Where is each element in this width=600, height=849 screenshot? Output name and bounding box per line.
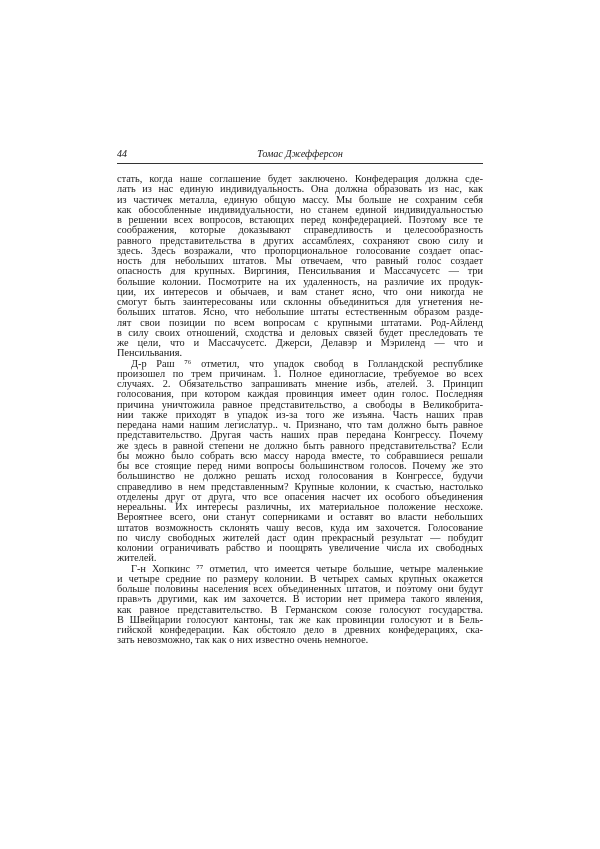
text-line: справедливо в нем представленным? Крупные колонии, к счастью, настолько <box>117 481 483 493</box>
text-line: же цели, что и Массачусетс. Джерси, Делавэр и Мэриленд — что и <box>117 338 483 349</box>
text-line: Д-р Раш ⁷⁶ отметил, что упадок свобод в Голландской республике <box>131 358 483 370</box>
paragraph <box>117 360 483 565</box>
text-line: в решении всех вопросов, встающих перед конфедерацией. Поэтому все те <box>117 215 483 226</box>
header-rule <box>117 163 483 164</box>
paragraph <box>117 565 483 647</box>
text-line: лать из нас единую индивидуальность. Она должна образовать из нас, как <box>117 184 483 196</box>
text-line: произошел по трем причинам. 1. Полное единогласие, требуемое во всех <box>117 368 483 380</box>
text-line: бы можно было собрать всю массу народа вместе, то собравшиеся решали <box>117 450 483 462</box>
text-line: же здесь в равной степени не должно быть равного представительства? Если <box>117 440 483 452</box>
paragraph <box>117 175 483 360</box>
text-line: как обособленные индивидуальности, но станем единой индивидуальностью <box>117 204 483 216</box>
text-line: бы все стоящие перед ними вопросы большинством голосов. Почему же это <box>117 461 483 472</box>
text-line: передана нами нашим легислатур.. ч. Признано, что там должно быть равное <box>117 420 483 431</box>
text-line: равного представительства в других ассамблеях, сохраняют свою силу и <box>117 235 483 247</box>
text-line: и четыре средние по размеру колонии. В четырех самых крупных окажется <box>117 573 483 585</box>
text-line: голосования, при котором каждая провинция имеет один голос. Последняя <box>117 389 483 401</box>
text-line: нереальны. Их интересы различны, их материальное положение несхоже. <box>117 502 483 513</box>
text-line: штатов возможность склонять чашу весов, куда им захочется. Голосование <box>117 522 483 534</box>
text-line: жителей. <box>117 553 157 565</box>
text-line: большинство не должно решать исход голосования в Конгрессе, будучи <box>117 471 483 483</box>
text-line: лят свои позиции по всем вопросам с крупными штатами. Род-Айленд <box>117 317 483 329</box>
page-number: 44 <box>117 149 127 160</box>
text-line: Г-н Хопкинс ⁷⁷ отметил, что имеется четыре большие, четыре маленькие <box>131 563 483 575</box>
text-line: соображения, которые доказывают справедливость и целесообразность <box>117 225 483 237</box>
running-title: Томас Джефферсон <box>257 149 343 160</box>
body-text <box>117 175 483 647</box>
text-line: смогут быть заинтересованы или склонны объединиться для угнетения не- <box>117 297 483 308</box>
text-line: больше половины населения всех объединенных штатов, и поэтому они будут <box>117 584 483 595</box>
page-header <box>117 149 483 163</box>
text-line: ции, их интересов и обычаев, и вам станет ясно, что они никогда не <box>117 286 483 298</box>
text-line: большие колонии. Посмотрите на их удаленность, на различие их продук- <box>117 276 483 288</box>
text-line: зать невозможно, так как о них известно очень немногое. <box>117 635 369 647</box>
text-line: здесь. Здесь возражали, что пропорциональное голосование создает опас- <box>117 245 483 257</box>
text-line: Вероятнее всего, они станут соперниками и оставят во власти небольших <box>117 512 483 524</box>
text-line: нии также приходят в упадок из-за того же изъяна. Часть наших прав <box>117 409 483 421</box>
text-line: стать, когда наше соглашение будет заключено. Конфедерация должна сде- <box>117 174 483 185</box>
text-line: больших штатов. Ясно, что небольшие штаты естественным образом разде- <box>117 307 483 319</box>
text-line: представительство. Другая часть наших прав передана Конгрессу. Почему <box>117 430 483 442</box>
text-line: как равное представительство. В Германском союзе голосуют государства. <box>117 604 483 616</box>
text-line: в силу своих отношений, сходства и деловых связей будет преследовать те <box>117 327 483 339</box>
text-line: по числу свободных жителей даст один прекрасный результат — побудит <box>117 532 483 544</box>
text-line: отделены друг от друга, что все опасения насчет их особого объединения <box>117 491 483 503</box>
text-line: из частичек металла, единую общую массу. Мы больше не сохраним себя <box>117 194 483 206</box>
text-line: колонии ограничивать рабство и поощрять увеличение числа их свободных <box>117 543 483 554</box>
text-line: ность для небольших штатов. Мы отвечаем, что равный голос создает <box>117 256 483 267</box>
text-line: случаях. 2. Обязательство запрашивать мнение избь, ателей. 3. Принцип <box>117 379 483 390</box>
text-line: В Швейцарии голосуют кантоны, так же как провинции голосуют и в Бель- <box>117 614 483 626</box>
text-line: опасность для крупных. Виргиния, Пенсильвания и Массачусетс — три <box>117 266 483 278</box>
text-line: причина уничтожила равное представительство, а свободы в Великобрита- <box>117 399 483 411</box>
text-line: прав»ть другими, как им захочется. В истории нет примера такого явления, <box>117 594 483 606</box>
text-line: Пенсильвания. <box>117 348 183 360</box>
text-line: гийской конфедерации. Как обстояло дело в древних конфедерациях, ска- <box>117 625 483 636</box>
